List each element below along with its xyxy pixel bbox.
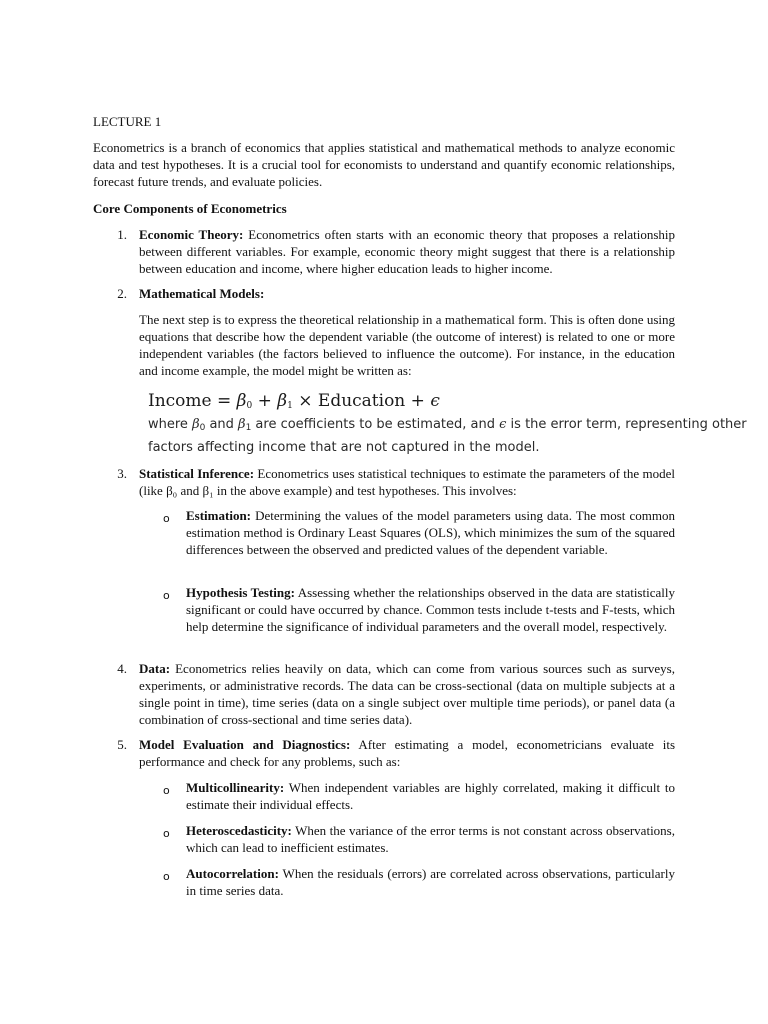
list-item-text: Econometrics relies heavily on data, which can come from various sources such as surveys, experiments, or administrative records. The data can be cross-sectional (data on multiple subjects at a single point in time), time series (data on a single subject over multiple time periods), or panel data (a combination of cross-sectional and time series data). xyxy=(139,661,675,727)
list-item-title: Model Evaluation and Diagnostics: xyxy=(139,737,351,752)
note-text: and xyxy=(205,417,239,432)
bullet-marker: o xyxy=(163,827,170,840)
note-text: are coefficients to be estimated, and xyxy=(251,417,500,432)
list-item-title: Mathematical Models: xyxy=(139,286,265,301)
bullet-text: Assessing whether the relationships observed in the data are statistically significant or could have occurred by chance. Common tests include t-tests and F-tests, which help determine the significance of individual parameters and the overall model, respectively. xyxy=(186,585,675,634)
note-beta0-sub: 0 xyxy=(199,423,206,433)
bullet-title: Multicollinearity: xyxy=(186,780,285,795)
list-item-text: Econometrics uses statistical techniques to estimate the parameters of the model (like β₀ and β₁ in the above example) and test hypotheses. This involves: xyxy=(139,466,675,498)
equation-beta0: β xyxy=(236,391,247,411)
equation-equals: = xyxy=(211,391,237,411)
equation-plus: + xyxy=(252,391,278,411)
list-number: 3. xyxy=(117,466,127,481)
bullet-text: Determining the values of the model parameters using data. The most common estimation method is Ordinary Least Squares (OLS), which minimizes the sum of the squared differences between the observed and predicted values of the dependent variable. xyxy=(186,508,675,557)
bullet-multicollinearity xyxy=(186,779,675,813)
equation-beta1-sub: 1 xyxy=(287,401,293,411)
mathematical-models-paragraph: The next step is to express the theoretical relationship in a mathematical form. This is often done using equations that describe how the dependent variable (the outcome of interest) is related to one or more independent variables (the factors believed to influence the outcome). For instance, in the education and income example, the model might be written as: xyxy=(139,312,675,378)
bullet-estimation xyxy=(186,507,675,558)
bullet-title: Estimation: xyxy=(186,508,251,523)
equation-note-line2: factors affecting income that are not captured in the model. xyxy=(148,440,540,455)
list-number: 5. xyxy=(117,737,127,752)
bullet-marker: o xyxy=(163,589,170,602)
note-epsilon: ϵ xyxy=(499,417,507,432)
intro-paragraph: Econometrics is a branch of economics that applies statistical and mathematical methods to analyze economic data and test hypotheses. It is a crucial tool for economists to understand and quantify economic relationships, forecast future trends, and evaluate policies. xyxy=(93,140,675,189)
bullet-title: Heteroscedasticity: xyxy=(186,823,292,838)
section-heading: Core Components of Econometrics xyxy=(93,201,287,216)
list-number: 2. xyxy=(117,286,127,301)
equation-lhs: Income xyxy=(148,391,212,411)
list-item-title: Economic Theory: xyxy=(139,227,244,242)
list-number: 1. xyxy=(117,227,127,242)
bullet-autocorrelation xyxy=(186,865,675,899)
list-number: 4. xyxy=(117,661,127,676)
list-item-text: After estimating a model, econometricians evaluate its performance and check for any problems, such as: xyxy=(139,737,675,769)
list-item-statistical-inference xyxy=(139,465,675,499)
note-text: is the error term, representing other xyxy=(506,417,747,432)
model-equation xyxy=(148,390,440,412)
bullet-marker: o xyxy=(163,784,170,797)
equation-epsilon: ϵ xyxy=(430,391,440,411)
lecture-title: LECTURE 1 xyxy=(93,114,162,129)
bullet-title: Hypothesis Testing: xyxy=(186,585,295,600)
list-item-model-evaluation xyxy=(139,736,675,770)
bullet-title: Autocorrelation: xyxy=(186,866,279,881)
equation-beta0-sub: 0 xyxy=(246,401,253,411)
note-text: where xyxy=(148,417,193,432)
bullet-marker: o xyxy=(163,870,170,883)
bullet-text: When the residuals (errors) are correlated across observations, particularly in time series data. xyxy=(186,866,675,898)
bullet-marker: o xyxy=(163,512,170,525)
equation-beta1: β xyxy=(277,391,288,411)
note-beta1: β xyxy=(238,417,246,432)
bullet-hypothesis-testing xyxy=(186,584,675,635)
list-item-title: Data: xyxy=(139,661,171,676)
list-item-data xyxy=(139,660,675,728)
list-item-economic-theory xyxy=(139,226,675,277)
bullet-text: When independent variables are highly correlated, making it difficult to estimate their individual effects. xyxy=(186,780,675,812)
note-beta1-sub: 1 xyxy=(245,423,252,433)
list-item-text: Econometrics often starts with an economic theory that proposes a relationship between different variables. For example, economic theory might suggest that there is a relationship between education and income, where higher education leads to higher income. xyxy=(139,227,676,276)
equation-note-line1 xyxy=(148,414,747,436)
equation-times-education: × Education + xyxy=(292,391,431,411)
bullet-heteroscedasticity xyxy=(186,822,675,856)
list-item-title: Statistical Inference: xyxy=(139,466,255,481)
list-item-mathematical-models xyxy=(139,285,675,302)
bullet-text: When the variance of the error terms is not constant across observations, which can lead to inefficient estimates. xyxy=(186,823,675,855)
note-beta0: β xyxy=(192,417,200,432)
